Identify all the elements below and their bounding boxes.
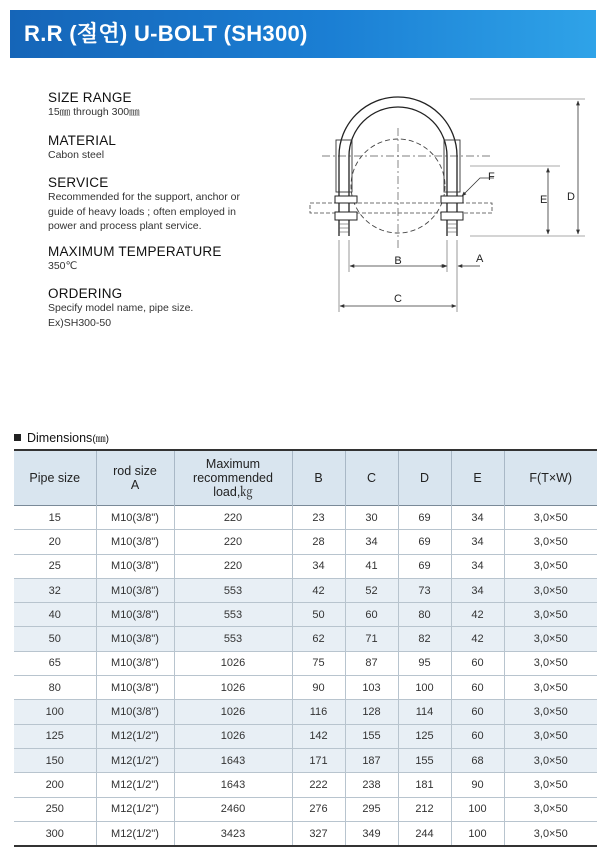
table-cell: M12(1/2") bbox=[96, 797, 174, 821]
table-cell: 220 bbox=[174, 506, 292, 530]
u-bolt-diagram bbox=[300, 88, 590, 318]
table-cell: 1643 bbox=[174, 748, 292, 772]
table-cell: 327 bbox=[292, 821, 345, 846]
column-header: D bbox=[398, 450, 451, 506]
table-cell: 238 bbox=[345, 773, 398, 797]
dimensions-table bbox=[14, 449, 597, 847]
table-cell: 68 bbox=[451, 748, 504, 772]
table-cell: 128 bbox=[345, 700, 398, 724]
spec-heading: SERVICE bbox=[48, 175, 109, 190]
spec-text: 350℃ bbox=[48, 260, 78, 272]
table-row bbox=[14, 700, 597, 724]
dimension-label-d: D bbox=[567, 191, 575, 203]
table-cell: 3,0×50 bbox=[504, 627, 597, 651]
table-cell: M10(3/8") bbox=[96, 676, 174, 700]
table-cell: M10(3/8") bbox=[96, 603, 174, 627]
table-cell: 100 bbox=[451, 821, 504, 846]
table-cell: 71 bbox=[345, 627, 398, 651]
table-cell: 1643 bbox=[174, 773, 292, 797]
spec-ordering bbox=[48, 286, 298, 330]
table-cell: M10(3/8") bbox=[96, 578, 174, 602]
table-cell: M12(1/2") bbox=[96, 724, 174, 748]
spec-text: Cabon steel bbox=[48, 149, 105, 161]
table-cell: 3,0×50 bbox=[504, 578, 597, 602]
table-cell: 150 bbox=[14, 748, 96, 772]
table-row bbox=[14, 676, 597, 700]
spec-text: power and process plant service. bbox=[48, 220, 202, 232]
table-row bbox=[14, 724, 597, 748]
table-row bbox=[14, 651, 597, 675]
table-cell: 3,0×50 bbox=[504, 651, 597, 675]
table-cell: 553 bbox=[174, 603, 292, 627]
table-cell: 222 bbox=[292, 773, 345, 797]
table-cell: M12(1/2") bbox=[96, 748, 174, 772]
column-header: C bbox=[345, 450, 398, 506]
column-header: rod size A bbox=[96, 450, 174, 506]
table-row bbox=[14, 627, 597, 651]
table-cell: 295 bbox=[345, 797, 398, 821]
pipe-outline bbox=[351, 139, 445, 233]
spec-text: Recommended for the support, anchor or bbox=[48, 191, 241, 203]
table-cell: M10(3/8") bbox=[96, 554, 174, 578]
table-cell: 62 bbox=[292, 627, 345, 651]
table-cell: 32 bbox=[14, 578, 96, 602]
table-row bbox=[14, 578, 597, 602]
table-cell: 80 bbox=[14, 676, 96, 700]
dimension-label-f: F bbox=[488, 171, 495, 183]
table-cell: 114 bbox=[398, 700, 451, 724]
table-cell: 553 bbox=[174, 627, 292, 651]
table-cell: 3,0×50 bbox=[504, 530, 597, 554]
table-cell: 3,0×50 bbox=[504, 603, 597, 627]
table-cell: 1026 bbox=[174, 676, 292, 700]
table-cell: 95 bbox=[398, 651, 451, 675]
table-cell: 1026 bbox=[174, 651, 292, 675]
table-cell: 80 bbox=[398, 603, 451, 627]
table-cell: 3,0×50 bbox=[504, 676, 597, 700]
table-cell: 155 bbox=[398, 748, 451, 772]
table-cell: 3,0×50 bbox=[504, 797, 597, 821]
table-cell: 181 bbox=[398, 773, 451, 797]
table-cell: 65 bbox=[14, 651, 96, 675]
table-cell: 90 bbox=[451, 773, 504, 797]
spec-text: Ex)SH300-50 bbox=[48, 316, 112, 329]
table-cell: 82 bbox=[398, 627, 451, 651]
table-cell: 3,0×50 bbox=[504, 700, 597, 724]
table-cell: 60 bbox=[345, 603, 398, 627]
table-cell: M12(1/2") bbox=[96, 773, 174, 797]
table-cell: 23 bbox=[292, 506, 345, 530]
table-header-row bbox=[14, 450, 597, 506]
table-cell: 300 bbox=[14, 821, 96, 846]
table-cell: M10(3/8") bbox=[96, 627, 174, 651]
table-cell: 90 bbox=[292, 676, 345, 700]
table-cell: 60 bbox=[451, 700, 504, 724]
bullet-square-icon bbox=[14, 434, 21, 441]
table-cell: 25 bbox=[14, 554, 96, 578]
table-cell: 1026 bbox=[174, 724, 292, 748]
table-cell: 41 bbox=[345, 554, 398, 578]
table-row bbox=[14, 821, 597, 846]
table-cell: 100 bbox=[398, 676, 451, 700]
table-cell: 187 bbox=[345, 748, 398, 772]
table-cell: 75 bbox=[292, 651, 345, 675]
table-cell: 3,0×50 bbox=[504, 506, 597, 530]
table-cell: 42 bbox=[292, 578, 345, 602]
table-cell: 20 bbox=[14, 530, 96, 554]
table-cell: 2460 bbox=[174, 797, 292, 821]
table-cell: 125 bbox=[14, 724, 96, 748]
column-header: F(T×W) bbox=[504, 450, 597, 506]
table-cell: 69 bbox=[398, 506, 451, 530]
dimensions-title: Dimensions bbox=[27, 431, 93, 445]
table-cell: 15 bbox=[14, 506, 96, 530]
table-cell: 60 bbox=[451, 724, 504, 748]
column-header: Pipe size bbox=[14, 450, 96, 506]
table-row bbox=[14, 748, 597, 772]
dimension-label-e: E bbox=[540, 194, 548, 206]
spec-size-range bbox=[48, 90, 298, 120]
dimensions-heading bbox=[14, 430, 109, 445]
table-row bbox=[14, 773, 597, 797]
table-cell: 244 bbox=[398, 821, 451, 846]
table-cell: 87 bbox=[345, 651, 398, 675]
table-cell: M10(3/8") bbox=[96, 530, 174, 554]
dimension-label-b: B bbox=[394, 255, 402, 267]
dimension-label-c: C bbox=[394, 293, 402, 305]
table-cell: 50 bbox=[292, 603, 345, 627]
table-cell: 73 bbox=[398, 578, 451, 602]
table-cell: 3,0×50 bbox=[504, 773, 597, 797]
table-cell: 28 bbox=[292, 530, 345, 554]
table-cell: 69 bbox=[398, 530, 451, 554]
table-cell: 60 bbox=[451, 651, 504, 675]
table-cell: 171 bbox=[292, 748, 345, 772]
page-title: R.R (절연) U-BOLT (SH300) bbox=[10, 10, 596, 58]
table-cell: 40 bbox=[14, 603, 96, 627]
table-cell: 3,0×50 bbox=[504, 821, 597, 846]
spec-service bbox=[48, 175, 298, 234]
table-row bbox=[14, 603, 597, 627]
table-cell: 30 bbox=[345, 506, 398, 530]
table-row bbox=[14, 530, 597, 554]
spec-heading: SIZE RANGE bbox=[48, 90, 132, 105]
table-cell: 212 bbox=[398, 797, 451, 821]
table-cell: 34 bbox=[451, 506, 504, 530]
table-cell: 200 bbox=[14, 773, 96, 797]
table-cell: 100 bbox=[451, 797, 504, 821]
table-row bbox=[14, 554, 597, 578]
table-cell: 1026 bbox=[174, 700, 292, 724]
spec-heading: ORDERING bbox=[48, 286, 123, 301]
column-header: E bbox=[451, 450, 504, 506]
table-cell: 276 bbox=[292, 797, 345, 821]
dimensions-unit: (㎜) bbox=[92, 434, 109, 445]
table-cell: 34 bbox=[451, 530, 504, 554]
table-cell: 220 bbox=[174, 554, 292, 578]
table-cell: 3423 bbox=[174, 821, 292, 846]
table-cell: 34 bbox=[451, 578, 504, 602]
table-cell: M10(3/8") bbox=[96, 651, 174, 675]
table-cell: 3,0×50 bbox=[504, 724, 597, 748]
table-cell: 155 bbox=[345, 724, 398, 748]
table-cell: 103 bbox=[345, 676, 398, 700]
table-cell: 69 bbox=[398, 554, 451, 578]
table-cell: M10(3/8") bbox=[96, 506, 174, 530]
table-cell: 125 bbox=[398, 724, 451, 748]
table-cell: 34 bbox=[345, 530, 398, 554]
spec-material bbox=[48, 133, 298, 163]
column-header: Maximum recommended load,㎏ bbox=[174, 450, 292, 506]
table-cell: 42 bbox=[451, 603, 504, 627]
column-header: B bbox=[292, 450, 345, 506]
spec-max-temperature bbox=[48, 244, 298, 274]
table-cell: 220 bbox=[174, 530, 292, 554]
spec-text: Specify model name, pipe size. bbox=[48, 302, 194, 314]
table-cell: M12(1/2") bbox=[96, 821, 174, 846]
spec-heading: MATERIAL bbox=[48, 133, 117, 148]
table-cell: M10(3/8") bbox=[96, 700, 174, 724]
table-cell: 34 bbox=[292, 554, 345, 578]
table-cell: 142 bbox=[292, 724, 345, 748]
table-cell: 100 bbox=[14, 700, 96, 724]
spec-text: 15㎜ through 300㎜ bbox=[48, 106, 140, 118]
table-cell: 116 bbox=[292, 700, 345, 724]
table-cell: 3,0×50 bbox=[504, 554, 597, 578]
table-cell: 60 bbox=[451, 676, 504, 700]
spec-text: guide of heavy loads ; often employed in bbox=[48, 205, 236, 218]
table-cell: 50 bbox=[14, 627, 96, 651]
table-cell: 250 bbox=[14, 797, 96, 821]
table-cell: 553 bbox=[174, 578, 292, 602]
table-cell: 42 bbox=[451, 627, 504, 651]
table-row bbox=[14, 506, 597, 530]
dimension-label-a: A bbox=[476, 253, 484, 265]
spec-heading: MAXIMUM TEMPERATURE bbox=[48, 244, 222, 259]
table-cell: 349 bbox=[345, 821, 398, 846]
table-cell: 52 bbox=[345, 578, 398, 602]
table-cell: 34 bbox=[451, 554, 504, 578]
table-row bbox=[14, 797, 597, 821]
table-cell: 3,0×50 bbox=[504, 748, 597, 772]
